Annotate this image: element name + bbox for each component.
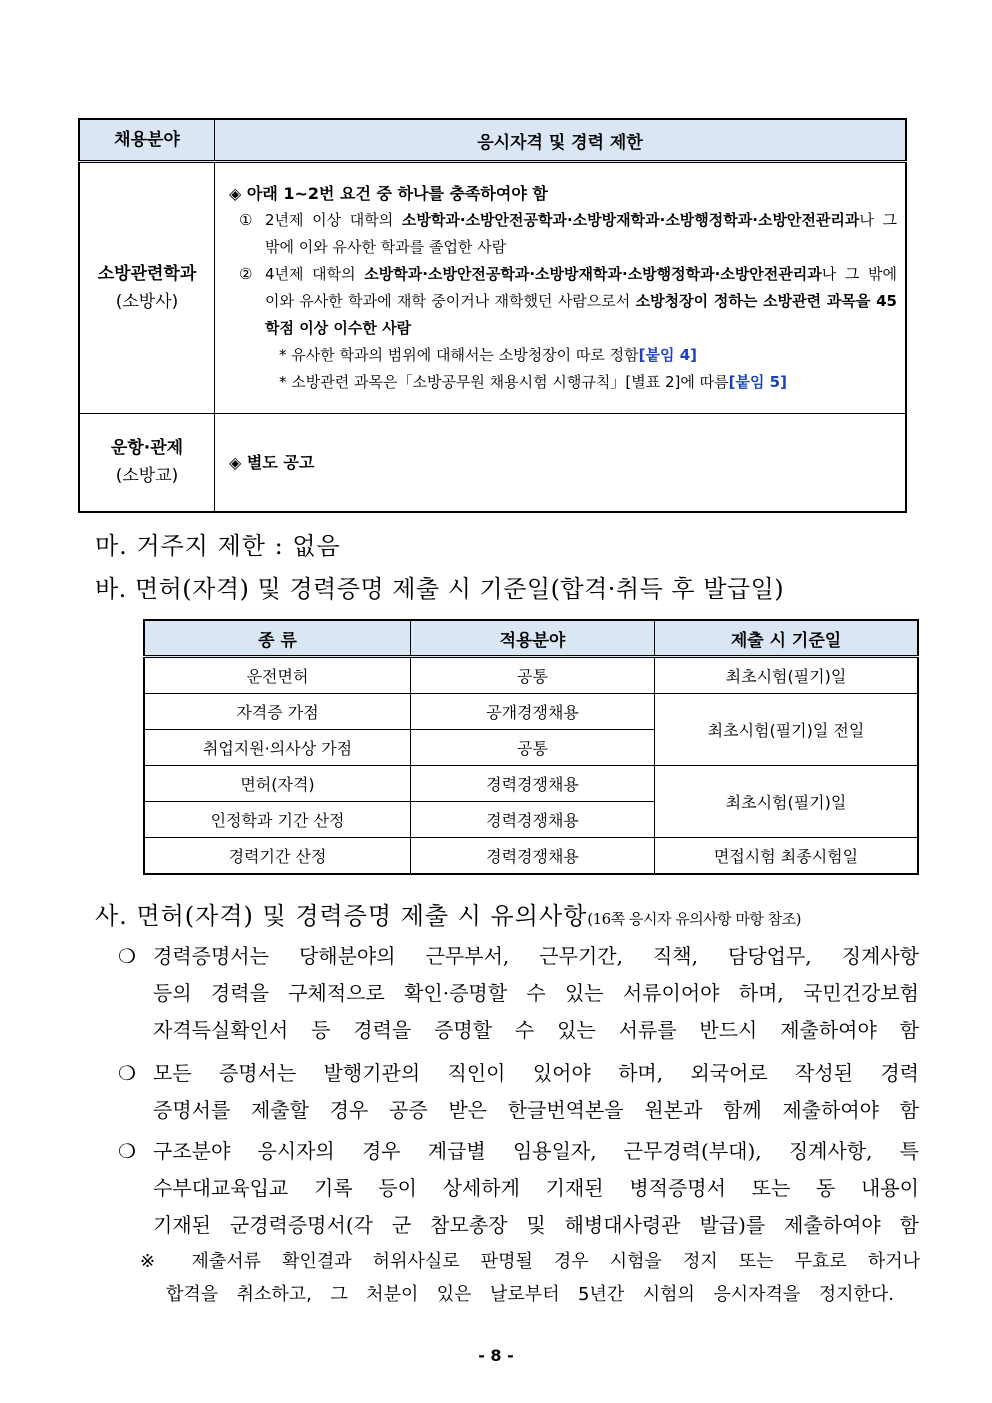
cell-kind: 취업지원·의사상 가점 — [144, 730, 411, 766]
requirement-item — [229, 207, 897, 261]
cell-area: 공개경쟁채용 — [411, 694, 655, 730]
field-cell — [79, 162, 215, 414]
field-name: 소방관련학과 — [97, 264, 197, 284]
item-bold2: 소방청장이 정하는 소방관련 과목을 45학점 이상 이수한 사람 — [265, 292, 897, 337]
item-bold: 소방학과·소방안전공학과·소방방재학과·소방행정학과·소방안전관리과 — [401, 211, 860, 229]
requirement-head: ◈ 아래 1~2번 요건 중 하나를 충족하여야 함 — [229, 184, 548, 203]
header-qualification: 응시자격 및 경력 제한 — [215, 119, 907, 162]
section-ma: 마. 거주지 제한 : 없음 — [95, 532, 341, 560]
para-line: 경력증명서는 당해분야의 근무부서, 근무기간, 직책, 담당업무, 징계사항 — [153, 944, 919, 968]
field-sub: (소방사) — [115, 292, 179, 312]
note-text: * 소방관련 과목은「소방공무원 채용시험 시행규칙」[별표 2]에 따름 — [279, 373, 729, 391]
requirement-head: ◈ 별도 공고 — [229, 452, 315, 472]
section-sa-note: (16쪽 응시자 유의사항 마항 참조) — [587, 910, 802, 928]
section-sa — [95, 896, 801, 931]
cell-date: 최초시험(필기)일 전일 — [655, 694, 919, 766]
page-number: - 8 - — [478, 1346, 514, 1365]
header-field: 채용분야 — [79, 119, 215, 162]
cell-area: 경력경쟁채용 — [411, 802, 655, 838]
cell-area: 경력경쟁채용 — [411, 766, 655, 802]
note-ref: [붙임 5] — [728, 373, 787, 391]
cell-kind: 자격증 가점 — [144, 694, 411, 730]
para-line: 기재된 군경력증명서(각 군 참모총장 및 해병대사령관 발급)를 제출하여야 함 — [153, 1213, 919, 1237]
item-text — [265, 207, 897, 261]
cell-area: 공통 — [411, 657, 655, 694]
cell-area: 경력경쟁채용 — [411, 838, 655, 875]
para-line: 수부대교육입교 기록 등이 상세하게 기재된 병적증명서 또는 동 내용이 — [153, 1176, 919, 1200]
cell-date: 면접시험 최종시험일 — [655, 838, 919, 875]
cell-kind: 운전면허 — [144, 657, 411, 694]
section-ba: 바. 면허(자격) 및 경력증명 제출 시 기준일(합격·취득 후 발급일) — [95, 575, 785, 603]
para-line: 증명서를 제출할 경우 공증 받은 한글번역본을 원본과 함께 제출하여야 함 — [153, 1098, 919, 1122]
note-ref: [붙임 4] — [638, 346, 698, 364]
requirement-cell — [215, 414, 907, 512]
cell-area: 공통 — [411, 730, 655, 766]
item-post: 나 그 밖에 이와 유사한 학과에 재학 중이거나 재학했던 사람으로서 — [265, 265, 897, 310]
para-line: 자격득실확인서 등 경력을 증명할 수 있는 서류를 반드시 제출하여야 함 — [153, 1018, 919, 1042]
note-text: * 유사한 학과의 범위에 대해서는 소방청장이 따로 정함 — [279, 346, 639, 364]
para-line: 구조분야 응시자의 경우 계급별 임용일자, 근무경력(부대), 징계사항, 특 — [153, 1139, 919, 1163]
table-row — [144, 657, 918, 694]
circle-bullet-icon: ❍ — [118, 944, 136, 968]
item-number: ① — [239, 211, 253, 229]
circle-bullet-icon: ❍ — [118, 1061, 136, 1085]
qualification-table — [78, 118, 907, 513]
item-number: ② — [239, 265, 253, 283]
section-sa-title: 사. 면허(자격) 및 경력증명 제출 시 유의사항 — [95, 902, 588, 930]
table-row — [144, 694, 918, 730]
item-pre: 2년제 이상 대학의 — [265, 211, 402, 229]
submission-date-table — [143, 619, 919, 875]
cell-kind: 인정학과 기간 산정 — [144, 802, 411, 838]
requirement-cell — [215, 162, 907, 414]
table-row — [79, 162, 906, 414]
cell-kind: 경력기간 산정 — [144, 838, 411, 875]
circle-bullet-icon: ❍ — [118, 1139, 136, 1163]
cell-date: 최초시험(필기)일 — [655, 657, 919, 694]
para-line: 모든 증명서는 발행기관의 직인이 있어야 하며, 외국어로 작성된 경력 — [153, 1061, 919, 1085]
table-row — [79, 414, 906, 512]
table-header-row — [79, 119, 906, 162]
table-row — [144, 838, 918, 875]
table-row — [144, 766, 918, 802]
cell-kind: 면허(자격) — [144, 766, 411, 802]
warning-line: 합격을 취소하고, 그 처분이 있은 날로부터 5년간 시험의 응시자격을 정지한다. — [166, 1284, 894, 1305]
header-area: 적용분야 — [411, 620, 655, 657]
cell-date: 최초시험(필기)일 — [655, 766, 919, 838]
note-line — [229, 342, 897, 369]
item-pre: 4년제 대학의 — [265, 265, 365, 283]
item-bold: 소방학과·소방안전공학과·소방방재학과·소방행정학과·소방안전관리과 — [364, 265, 822, 283]
note-line — [229, 369, 897, 396]
para-line: 등의 경력을 구체적으로 확인·증명할 수 있는 서류이어야 하며, 국민건강보험 — [153, 981, 919, 1005]
field-name: 운항·관제 — [110, 438, 184, 459]
table-header-row — [144, 620, 918, 657]
field-cell — [79, 414, 215, 512]
warning-line: ※ 제출서류 확인결과 허위사실로 판명될 경우 시험을 정지 또는 무효로 하거나 — [140, 1251, 920, 1272]
item-post: 나 그 밖에 이와 유사한 학과를 졸업한 사람 — [265, 211, 898, 256]
header-kind: 종 류 — [144, 620, 411, 657]
requirement-item — [229, 261, 897, 342]
header-date: 제출 시 기준일 — [655, 620, 919, 657]
field-sub: (소방교) — [115, 466, 179, 487]
item-text — [265, 261, 897, 342]
